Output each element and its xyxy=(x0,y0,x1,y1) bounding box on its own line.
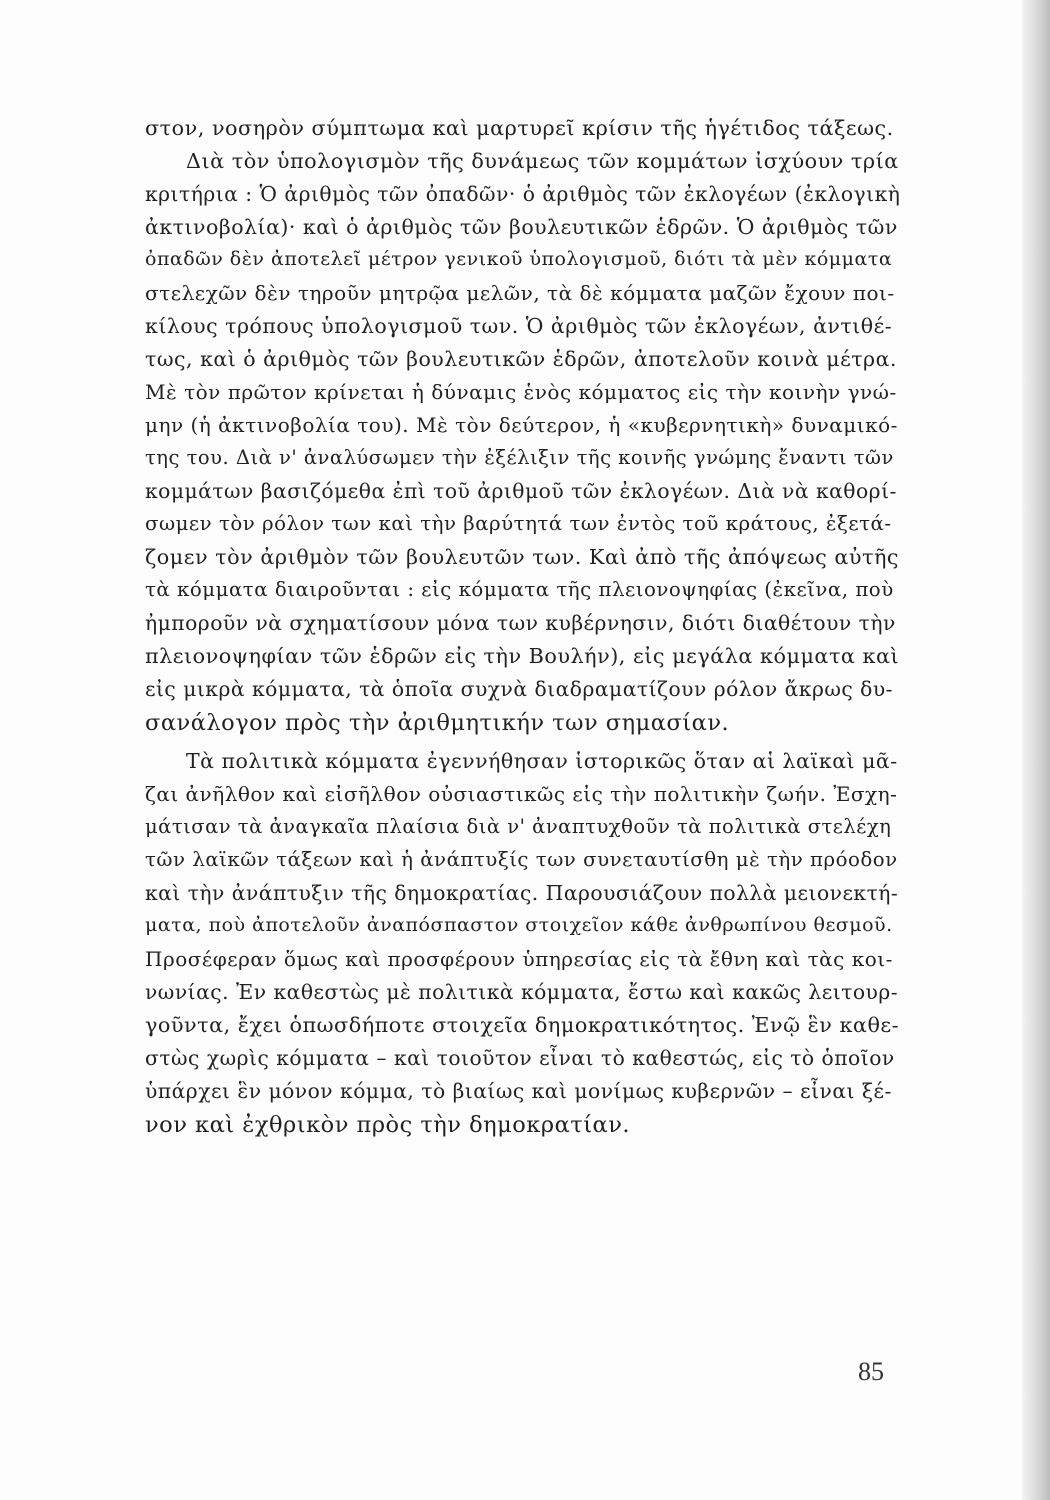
text-line: Μὲ τὸν πρῶτον κρίνεται ἡ δύναμις ἑνὸς κόμματος εἰς τὴν κοινὴν γνώ- xyxy=(145,380,897,404)
text-line: καὶ τὴν ἀνάπτυξιν τῆς δημοκρατίας. Παρουσιάζουν πολλὰ μειονεκτή- xyxy=(145,881,899,905)
text-line: νωνίας. Ἐν καθεστὼς μὲ πολιτικὰ κόμματα, ἔστω καὶ κακῶς λειτουρ- xyxy=(145,980,899,1004)
text-line: τῶν λαϊκῶν τάξεων καὶ ἡ ἀνάπτυξίς των συνεταυτίσθη μὲ τὴν πρόοδον xyxy=(145,848,898,871)
text-line: στελεχῶν δὲν τηροῦν μητρῷα μελῶν, τὰ δὲ κόμματα μαζῶν ἔχουν ποι- xyxy=(145,281,895,305)
text-line: κριτήρια : Ὁ ἀριθμὸς τῶν ὀπαδῶν· ὁ ἀριθμὸς τῶν ἐκλογέων (ἐκλογικὴ xyxy=(145,182,901,206)
text-line: ὀπαδῶν δὲν ἀποτελεῖ μέτρον γενικοῦ ὑπολογισμοῦ, διότι τὰ μὲν κόμματα xyxy=(145,248,893,270)
text-line: τὰ κόμματα διαιροῦνται : εἰς κόμματα τῆς πλειονοψηφίας (ἐκεῖνα, ποὺ xyxy=(145,578,894,601)
text-line: ἠμποροῦν νὰ σχηματίσουν μόνα των κυβέρνησιν, διότι διαθέτουν τὴν xyxy=(145,611,896,635)
binding-shadow xyxy=(1022,0,1050,1500)
text-line: στὼς χωρὶς κόμματα – καὶ τοιοῦτον εἶναι τὸ καθεστώς, εἰς τὸ ὁποῖον xyxy=(145,1046,895,1070)
text-line: σωμεν τὸν ρόλον των καὶ τὴν βαρύτητά των ἐντὸς τοῦ κράτους, ἐξετά- xyxy=(145,512,892,535)
text-line: τως, καὶ ὁ ἀριθμὸς τῶν βουλευτικῶν ἑδρῶν, ἀποτελοῦν κοινὰ μέτρα. xyxy=(145,347,897,371)
text-line: ζομεν τὸν ἀριθμὸν τῶν βουλευτῶν των. Καὶ ἀπὸ τῆς ἀπόψεως αὐτῆς xyxy=(145,545,900,569)
text-line: ἀκτινοβολία)· καὶ ὁ ἀριθμὸς τῶν βουλευτικῶν ἑδρῶν. Ὁ ἀριθμὸς τῶν xyxy=(145,215,898,239)
text-line: της του. Διὰ ν' ἀναλύσωμεν τὴν ἐξέλιξιν τῆς κοινῆς γνώμης ἔναντι τῶν xyxy=(145,446,894,469)
text-line: κίλους τρόπους ὑπολογισμοῦ των. Ὁ ἀριθμὸς τῶν ἐκλογέων, ἀντιθέ- xyxy=(145,314,893,338)
text-line: γοῦντα, ἔχει ὁπωσδήποτε στοιχεῖα δημοκρατικότητος. Ἐνῷ ἓν καθε- xyxy=(145,1013,900,1037)
page-number: 85 xyxy=(858,1357,884,1386)
text-line: ὑπάρχει ἓν μόνον κόμμα, τὸ βιαίως καὶ μονίμως κυβερνῶν – εἶναι ξέ- xyxy=(145,1079,892,1103)
text-line: ματα, ποὺ ἀποτελοῦν ἀναπόσπαστον στοιχεῖον κάθε ἀνθρωπίνου θεσμοῦ. xyxy=(145,914,893,936)
text-line: στον, νοσηρὸν σύμπτωμα καὶ μαρτυρεῖ κρίσιν τῆς ἡγέτιδος τάξεως. xyxy=(145,116,894,140)
text-line: εἰς μικρὰ κόμματα, τὰ ὁποῖα συχνὰ διαδραματίζουν ρόλον ἄκρως δυ- xyxy=(145,677,893,701)
text-line: κομμάτων βασιζόμεθα ἐπὶ τοῦ ἀριθμοῦ τῶν ἐκλογέων. Διὰ νὰ καθορί- xyxy=(145,479,897,503)
text-line: Τὰ πολιτικὰ κόμματα ἐγεννήθησαν ἱστορικῶς ὅταν αἱ λαϊκαὶ μᾶ- xyxy=(186,749,898,773)
text-line: νον καὶ ἐχθρικὸν πρὸς τὴν δημοκρατίαν. xyxy=(145,1112,631,1138)
text-line: μην (ἡ ἀκτινοβολία του). Μὲ τὸν δεύτερον, ἡ «κυβερνητικὴ» δυναμικό- xyxy=(145,413,898,437)
text-line: Διὰ τὸν ὑπολογισμὸν τῆς δυνάμεως τῶν κομμάτων ἰσχύουν τρία xyxy=(186,149,899,173)
text-line: πλειονοψηφίαν τῶν ἑδρῶν εἰς τὴν Βουλήν), εἰς μεγάλα κόμματα καὶ xyxy=(145,644,900,668)
text-line: Προσέφεραν ὅμως καὶ προσφέρουν ὑπηρεσίας εἰς τὰ ἔθνη καὶ τὰς κοι- xyxy=(145,947,893,971)
text-line: σανάλογον πρὸς τὴν ἀριθμητικήν των σημασίαν. xyxy=(145,710,730,736)
text-line: μάτισαν τὰ ἀναγκαῖα πλαίσια διὰ ν' ἀναπτυχθοῦν τὰ πολιτικὰ στελέχη xyxy=(145,815,892,838)
text-line: ζαι ἀνῆλθον καὶ εἰσῆλθον οὐσιαστικῶς εἰς τὴν πολιτικὴν ζωήν. Ἐσχη- xyxy=(145,782,898,806)
